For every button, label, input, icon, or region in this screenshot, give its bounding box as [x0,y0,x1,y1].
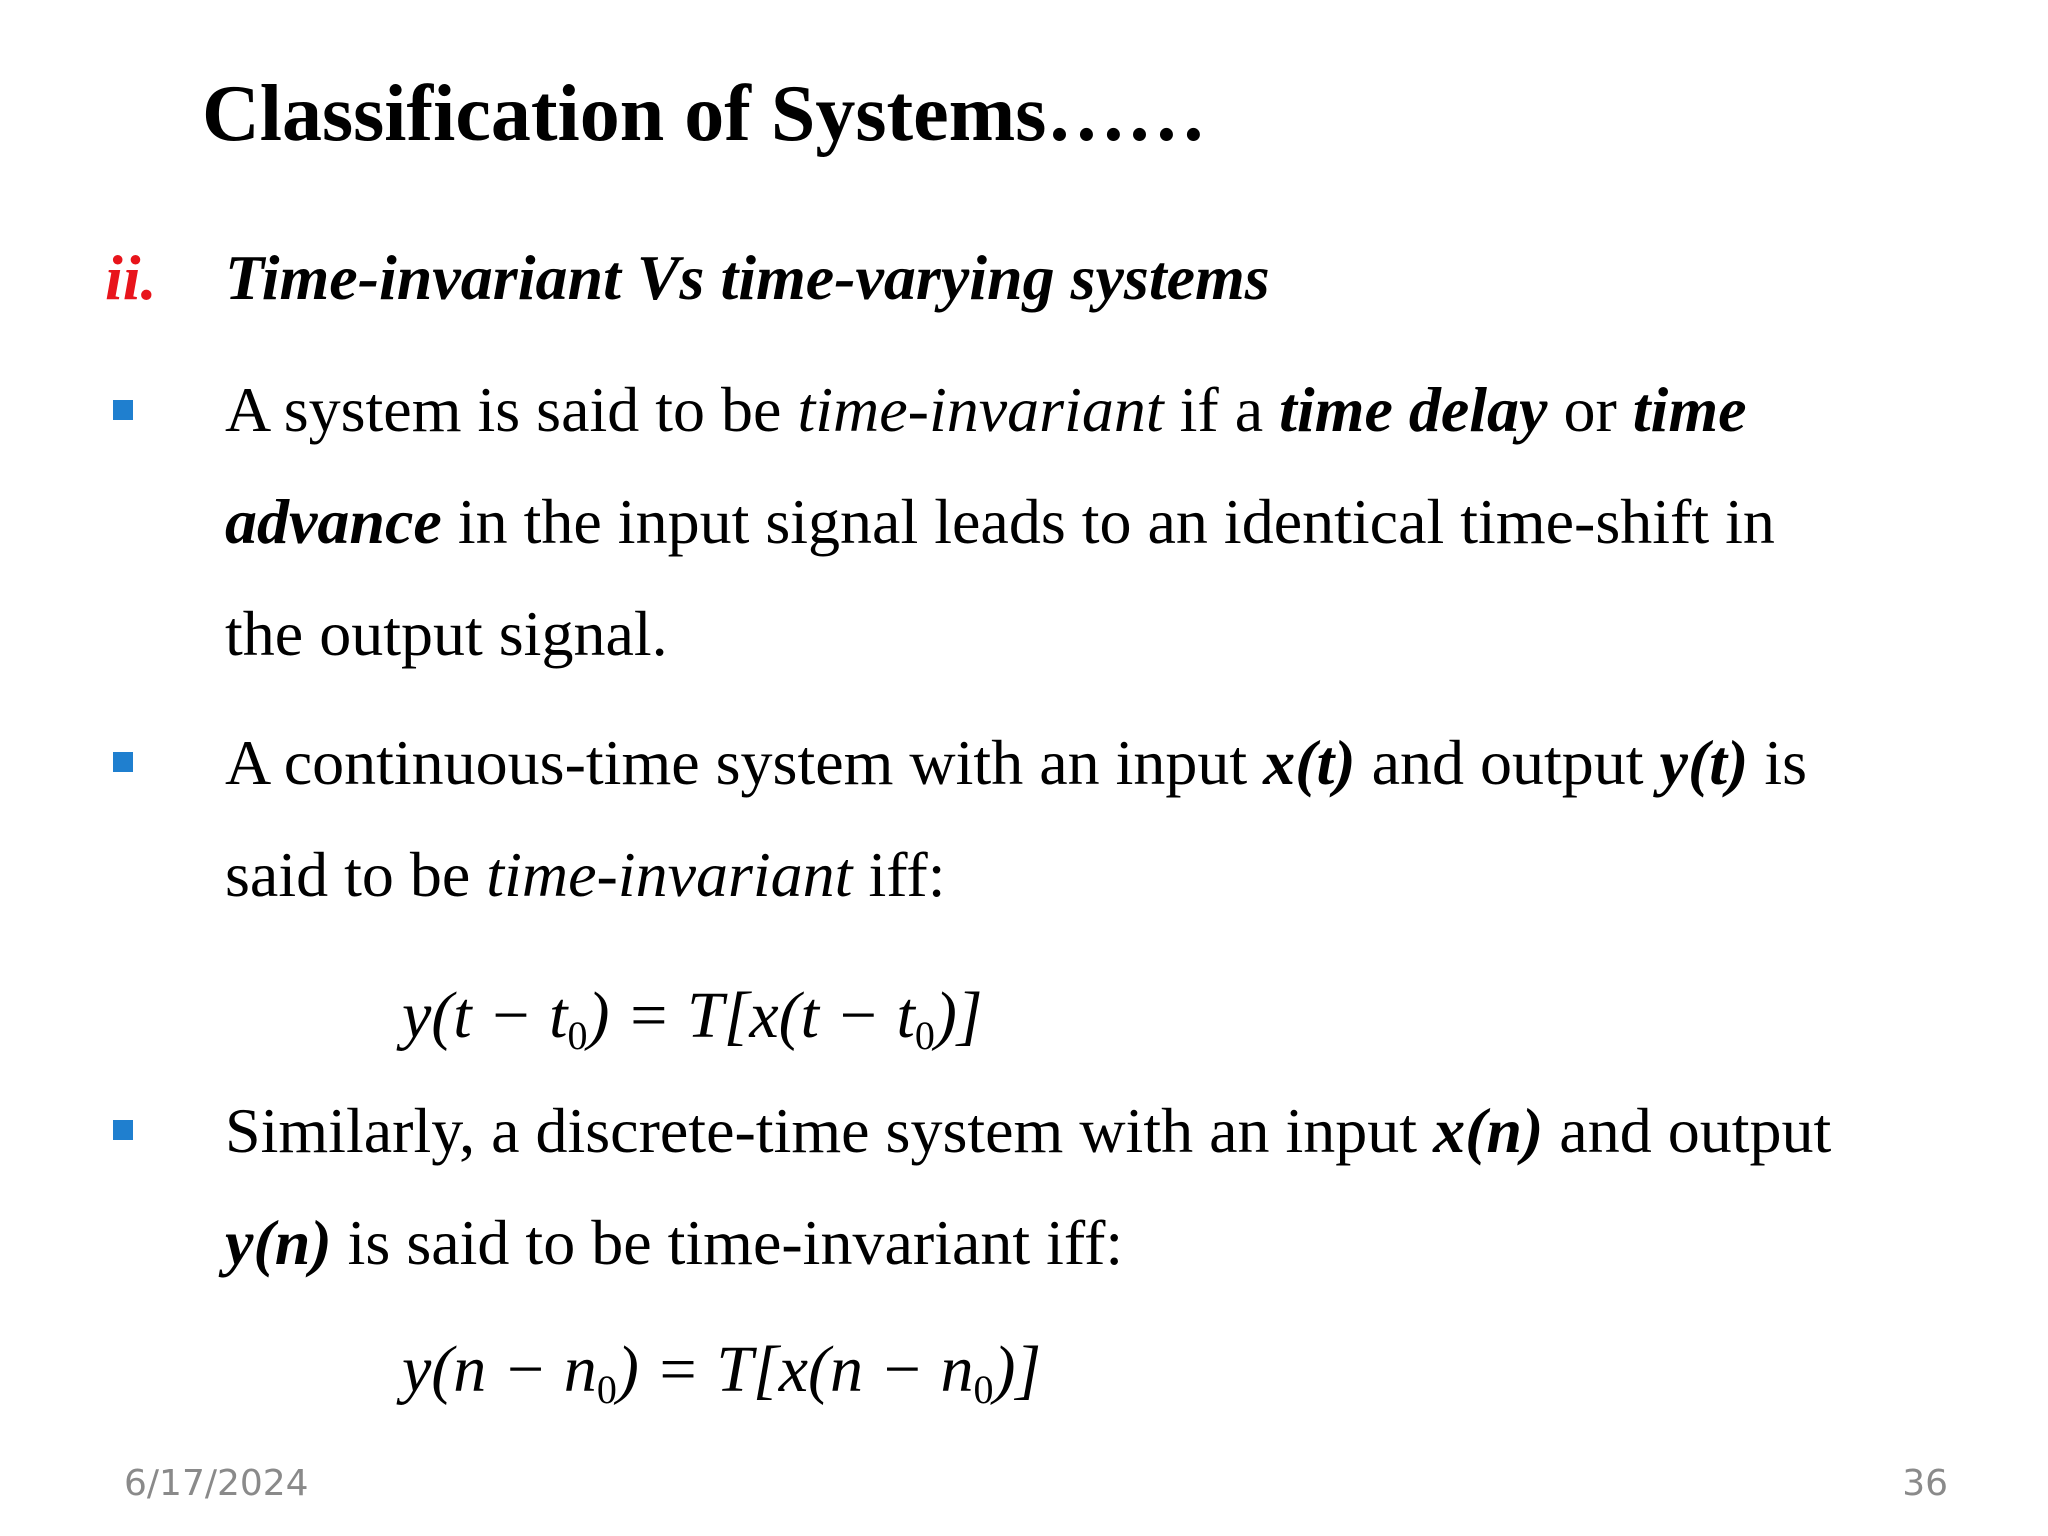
text: A continuous-time system with an input [225,727,1264,798]
term-time-invariant: time-invariant [797,374,1164,445]
bullet-3-line-2 [225,1205,1123,1281]
slide-number: 36 [1902,1463,1948,1504]
eq-sub: 0 [567,1013,588,1058]
bullet-2-line-2 [225,837,945,913]
eq-mid: ) = T[x(t − t [587,979,915,1052]
text: said to be [225,839,487,910]
text: or [1547,374,1633,445]
text: Similarly, a discrete-time system with an input [225,1095,1434,1166]
equation-continuous [402,976,983,1056]
text: and output [1355,727,1660,798]
bullet-marker-3 [113,1120,133,1140]
eq-lhs: y(n − n [402,1333,597,1406]
term-time-invariant: time-invariant [486,839,853,910]
term-advance: advance [225,486,442,557]
bullet-2-line-1 [225,725,1807,801]
slide-title: Classification of Systems…… [202,70,1207,158]
var-x-t: x(t) [1263,727,1356,798]
section-title: Time-invariant Vs time-varying systems [225,242,1270,313]
var-y-t: y(t) [1659,727,1749,798]
text: and output [1543,1095,1832,1166]
text: in the input signal leads to an identical time-shift in [441,486,1775,557]
footer-date: 6/17/2024 [124,1463,309,1504]
bullet-1-line-3: the output signal. [225,598,668,669]
text: is [1748,727,1808,798]
section-number: ii. [105,242,157,313]
bullet-3-line-1 [225,1093,1831,1169]
eq-sub: 0 [596,1367,617,1412]
text: is said to be time-invariant iff: [331,1207,1124,1278]
bullet-marker-1 [113,400,133,420]
text: A system is said to be [225,374,798,445]
term-time-delay: time delay [1279,374,1548,445]
equation-discrete [402,1330,1041,1410]
text: iff: [852,839,946,910]
eq-sub: 0 [914,1013,935,1058]
term-time: time [1632,374,1747,445]
eq-sub: 0 [973,1367,994,1412]
eq-end: )] [993,1333,1042,1406]
bullet-marker-2 [113,752,133,772]
bullet-1-line-1 [225,372,1747,448]
eq-lhs: y(t − t [402,979,568,1052]
eq-mid: ) = T[x(n − n [616,1333,974,1406]
bullet-1-line-2 [225,484,1775,560]
var-y-n: y(n) [225,1207,332,1278]
var-x-n: x(n) [1433,1095,1544,1166]
text: if a [1163,374,1280,445]
eq-end: )] [934,979,983,1052]
